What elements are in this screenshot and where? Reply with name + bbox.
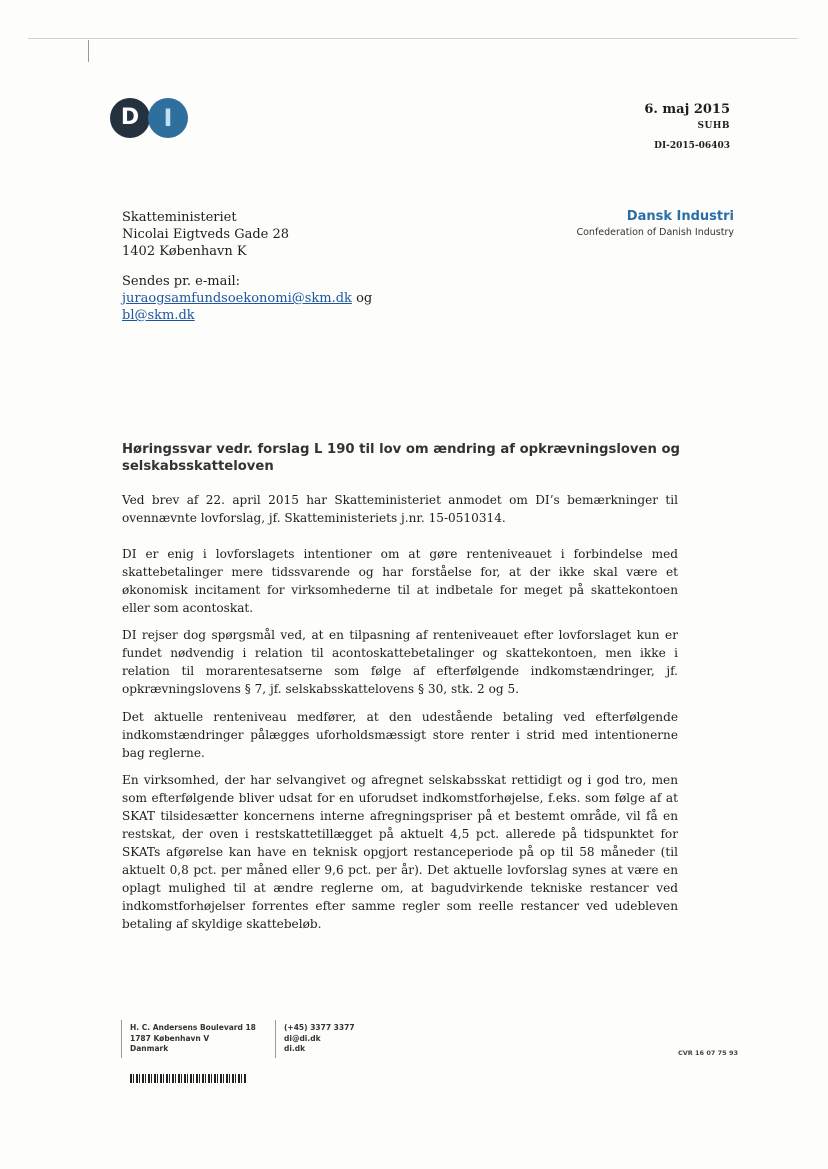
email-link-2[interactable]: bl@skm.dk — [122, 308, 195, 323]
footer-contact — [284, 1023, 355, 1055]
footer-email: di@di.dk — [284, 1033, 321, 1043]
footer-website: di.dk — [284, 1044, 306, 1053]
logo-circle-d — [110, 98, 150, 138]
recipient-line: Nicolai Eigtveds Gade 28 — [122, 227, 290, 242]
footer-phone: (+45) 3377 3377 — [284, 1023, 355, 1032]
recipient-line: Skatteministeriet — [122, 210, 237, 225]
footer-address-line: Danmark — [130, 1044, 169, 1053]
email-line — [122, 307, 372, 324]
brand-subtitle: Confederation of Danish Industry — [576, 227, 734, 238]
email-connector: og — [351, 291, 373, 306]
reference-number: DI-2015-06403 — [654, 141, 730, 151]
body-paragraph: Ved brev af 22. april 2015 har Skatteministeriet anmodet om DI’s bemærkninger til ovennævnte lovforslag, jf. Skatteministeriets j.nr. 15-0510314. — [122, 493, 678, 525]
logo-letter-d: D — [120, 105, 140, 130]
footer-address-line: H. C. Andersens Boulevard 18 — [130, 1023, 256, 1032]
body-paragraph: DI rejser dog spørgsmål ved, at en tilpasning af renteniveauet efter lovforslaget kun er fundet nødvendig i relation til acontoskattebetalinger og skattekontoen, men ikke i relation til morarentesatserne som følge af efterfølgende indkomstændringer, jf. opkrævningslovens § 7, jf. selskabsskattelovens § 30, stk. 2 og 5. — [122, 628, 678, 696]
footer-address-line: 1787 København V — [130, 1033, 210, 1043]
body-paragraph: DI er enig i lovforslagets intentioner om at gøre renteniveauet i forbindelse med skattebetalinger mere tidssvarende og har forståelse for, at der ikke skal være et økonomisk incitament for virksomhederne til at indbetale for meget på skattekontoen eller som acontoskat. — [122, 547, 678, 615]
logo-circle-i — [148, 98, 188, 138]
email-line — [122, 290, 372, 307]
send-info — [122, 273, 372, 324]
footer-divider — [121, 1020, 122, 1058]
author-initials: SUHB — [697, 121, 730, 131]
body-paragraph: Det aktuelle renteniveau medfører, at den udestående betaling ved efterfølgende indkomstændringer pålægges uforholdsmæssigt store renter i strid med intentionerne bag reglerne. — [122, 710, 678, 760]
barcode — [130, 1074, 246, 1083]
send-label: Sendes pr. e-mail: — [122, 274, 241, 289]
body-paragraph: En virksomhed, der har selvangivet og afregnet selskabsskat rettidigt og i god tro, men som efterfølgende bliver udsat for en uforudset indkomstforhøjelse, f.eks. som følge af at SKAT tilsidesætter koncernens interne afregningspriser på et bestemt område, vil få en restskat, der oven i restskattetillægget på aktuelt 4,5 pct. allerede på tidspunktet for SKATs afgørelse kan have en teknisk opgjort restanceperiode på op til 58 måneder (til aktuelt 0,8 pct. per måned eller 9,6 pct. per år). Det aktuelle lovforslag synes at være en oplagt mulighed til at ændre reglerne om, at bagudvirkende tekniske restancer ved indkomstforhøjelser forrentes efter samme regler som reelle restancer ved udebleven betaling af skyldige skattebeløb. — [122, 773, 678, 931]
scan-mark — [88, 40, 89, 62]
scan-edge-line — [28, 38, 798, 39]
sender-brand — [576, 209, 734, 238]
recipient-address — [122, 209, 289, 260]
brand-name: Dansk Industri — [626, 209, 734, 224]
letter-date: 6. maj 2015 — [644, 102, 730, 117]
footer-address — [130, 1023, 256, 1055]
logo-letter-i: I — [163, 104, 173, 132]
cvr-number: CVR 16 07 75 93 — [677, 1049, 738, 1057]
footer-divider — [275, 1020, 276, 1058]
di-logo — [110, 98, 192, 138]
letter-subject: Høringssvar vedr. forslag L 190 til lov om ændring af opkrævningsloven og selskabsskatteloven — [122, 442, 680, 474]
email-link-1[interactable]: juraogsamfundsoekonomi@skm.dk — [122, 291, 352, 306]
recipient-line: 1402 København K — [122, 244, 247, 259]
